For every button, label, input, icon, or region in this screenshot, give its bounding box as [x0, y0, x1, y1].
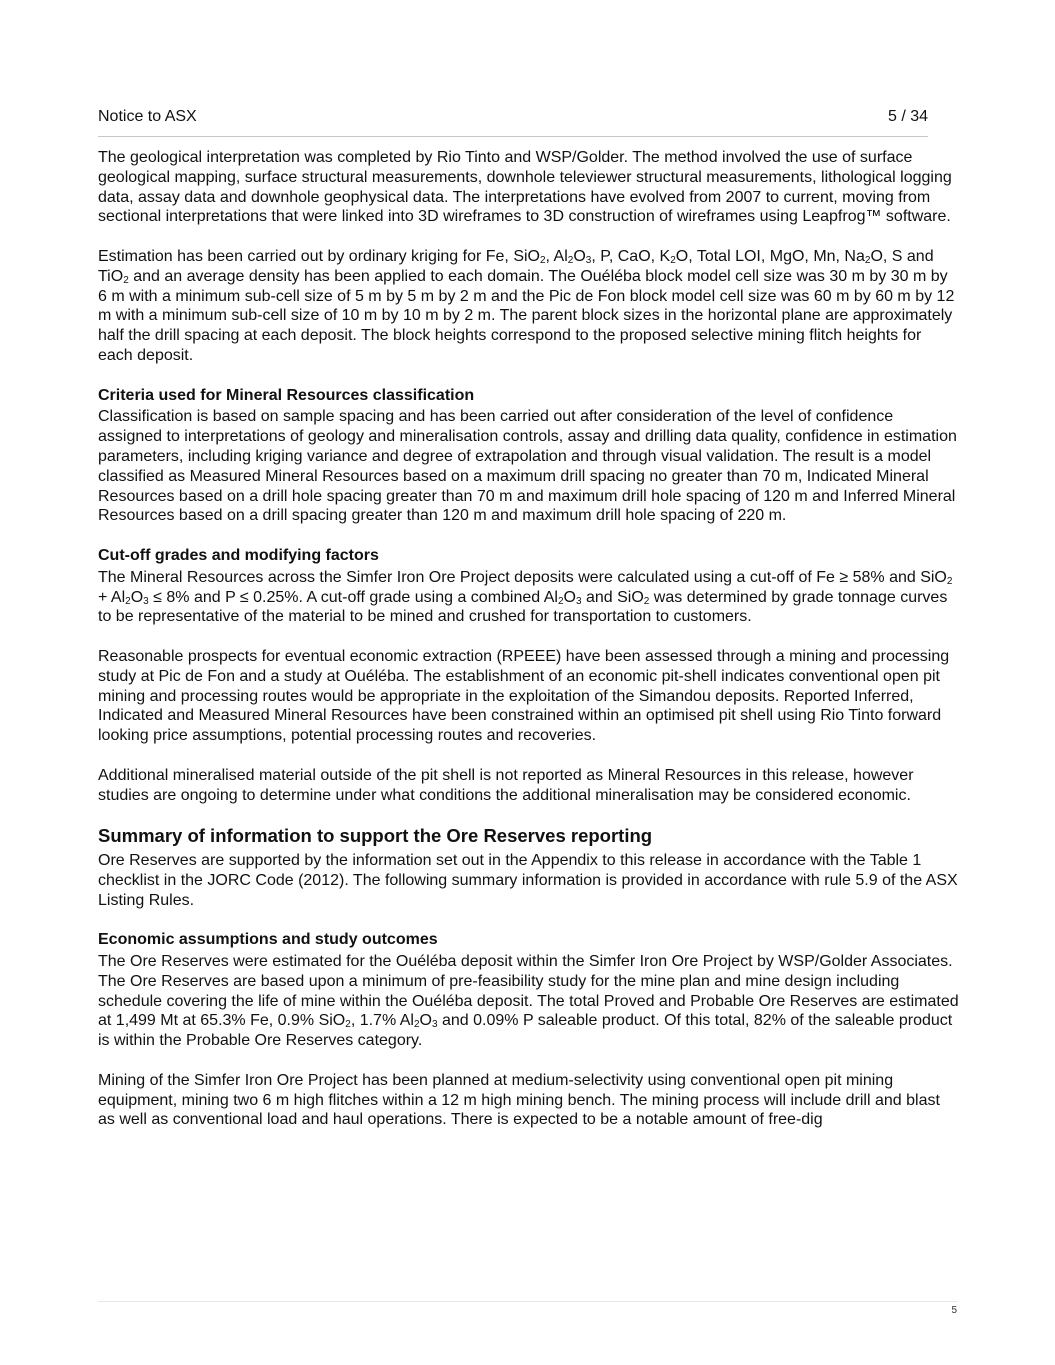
- paragraph-cutoff: The Mineral Resources across the Simfer Iron Ore Project deposits were calculated using a cut-off of Fe ≥ 58% and $SiO_2 + Al_2O_3 \le 8\%$ and P ≤ 0.25%. A cut-off grade using a combined $Al_2O_3$ and SiO$_2$ was determined by grade tonnage curves to be representative of the material to be mined and crushed for transportation to customers.: [98, 568, 953, 626]
- heading-ore-reserves-summary: Summary of information to support the Ore Reserves reporting: [98, 825, 653, 847]
- header-title: Notice to ASX: [98, 108, 197, 125]
- paragraph-additional-material: Additional mineralised material outside of the pit shell is not reported as Mineral Resources in this release, however studies are ongoing to determine under what conditions the additional mineralisation may be considered economic.: [98, 766, 914, 804]
- paragraph-geological-interpretation: The geological interpretation was completed by Rio Tinto and WSP/Golder. The method involved the use of surface geological mapping, surface structural measurements, downhole televiewer structural measurements, lithological logging data, assay data and downhole geophysical data. The interpretations have evolved from 2007 to current, moving from sectional interpretations that were linked into 3D wireframes to 3D construction of wireframes using Leapfrog™ software.: [98, 149, 952, 226]
- heading-classification-criteria: Criteria used for Mineral Resources classification: [98, 386, 475, 404]
- paragraph-ore-reserves-estimate: The Ore Reserves were estimated for the Ouéléba deposit within the Simfer Iron Ore Project by WSP/Golder Associates. The Ore Reserves are based upon a minimum of pre-feasibility study for the mine plan and mine design including schedule covering the life of mine within the Ouéléba deposit. The total Proved and Probable Ore Reserves are estimated at 1,499 Mt at 65.3% Fe, 0.9% SiO$_2$, 1.7% $Al_2O_3$ and 0.09% P saleable product. Of this total, 82% of the saleable product is within the Probable Ore Reserves category.: [98, 953, 959, 1050]
- paragraph-rpeee: Reasonable prospects for eventual economic extraction (RPEEE) have been assessed through a mining and processing study at Pic de Fon and a study at Ouéléba. The establishment of an economic pit-shell indicates conventional open pit mining and processing routes would be appropriate in the exploitation of the Simandou deposits. Reported Inferred, Indicated and Measured Mineral Resources have been constrained within an optimised pit shell using Rio Tinto forward looking price assumptions, potential processing routes and recoveries.: [98, 647, 950, 745]
- header-page-count: 5 / 34: [887, 108, 928, 125]
- heading-economic-assumptions: Economic assumptions and study outcomes: [98, 931, 438, 949]
- footer-page-number: 5: [951, 1305, 957, 1316]
- footer-divider: [98, 1301, 958, 1302]
- paragraph-estimation: Estimation has been carried out by ordinary kriging for Fe, SiO$_2$, $Al_2O_3$, P, CaO, $K_2O$, Total LOI, MgO, Mn, $Na_2O$, S and TiO$_2$ and an average density has been applied to each domain. The Ouéléba block model cell size was 30 m by 30 m by 6 m with a minimum sub-cell size of 5 m by 5 m by 2 m and the Pic de Fon block model cell size was 60 m by 60 m by 12 m with a minimum sub-cell size of 10 m by 10 m by 2 m. The parent block sizes in the horizontal plane are approximately half the drill spacing at each deposit. The block heights correspond to the proposed selective mining flitch heights for each deposit.: [98, 247, 955, 364]
- heading-cutoff-grades: Cut-off grades and modifying factors: [98, 546, 379, 564]
- paragraph-ore-reserves-support: Ore Reserves are supported by the information set out in the Appendix to this release in accordance with the Table 1 checklist in the JORC Code (2012). The following summary information is provided in accordance with rule 5.9 of the ASX Listing Rules.: [98, 852, 958, 909]
- paragraph-mining-plan: Mining of the Simfer Iron Ore Project has been planned at medium-selectivity using conventional open pit mining equipment, mining two 6 m high flitches within a 12 m high mining bench. The mining process will include drill and blast as well as conventional load and haul operations. There is expected to be a notable amount of free-dig: [98, 1071, 940, 1129]
- page-header: [98, 108, 928, 137]
- paragraph-classification: Classification is based on sample spacing and has been carried out after consideration of the level of confidence assigned to interpretations of geology and mineralisation controls, assay and drilling data quality, confidence in estimation parameters, including kriging variance and degree of extrapolation and through visual validation. The result is a model classified as Measured Mineral Resources based on a maximum drill spacing no greater than 70 m, Indicated Mineral Resources based on a drill hole spacing greater than 70 m and maximum drill hole spacing of 120 m and Inferred Mineral Resources based on a drill spacing greater than 120 m and maximum drill hole spacing of 220 m.: [98, 408, 957, 525]
- document-body: [98, 148, 960, 1150]
